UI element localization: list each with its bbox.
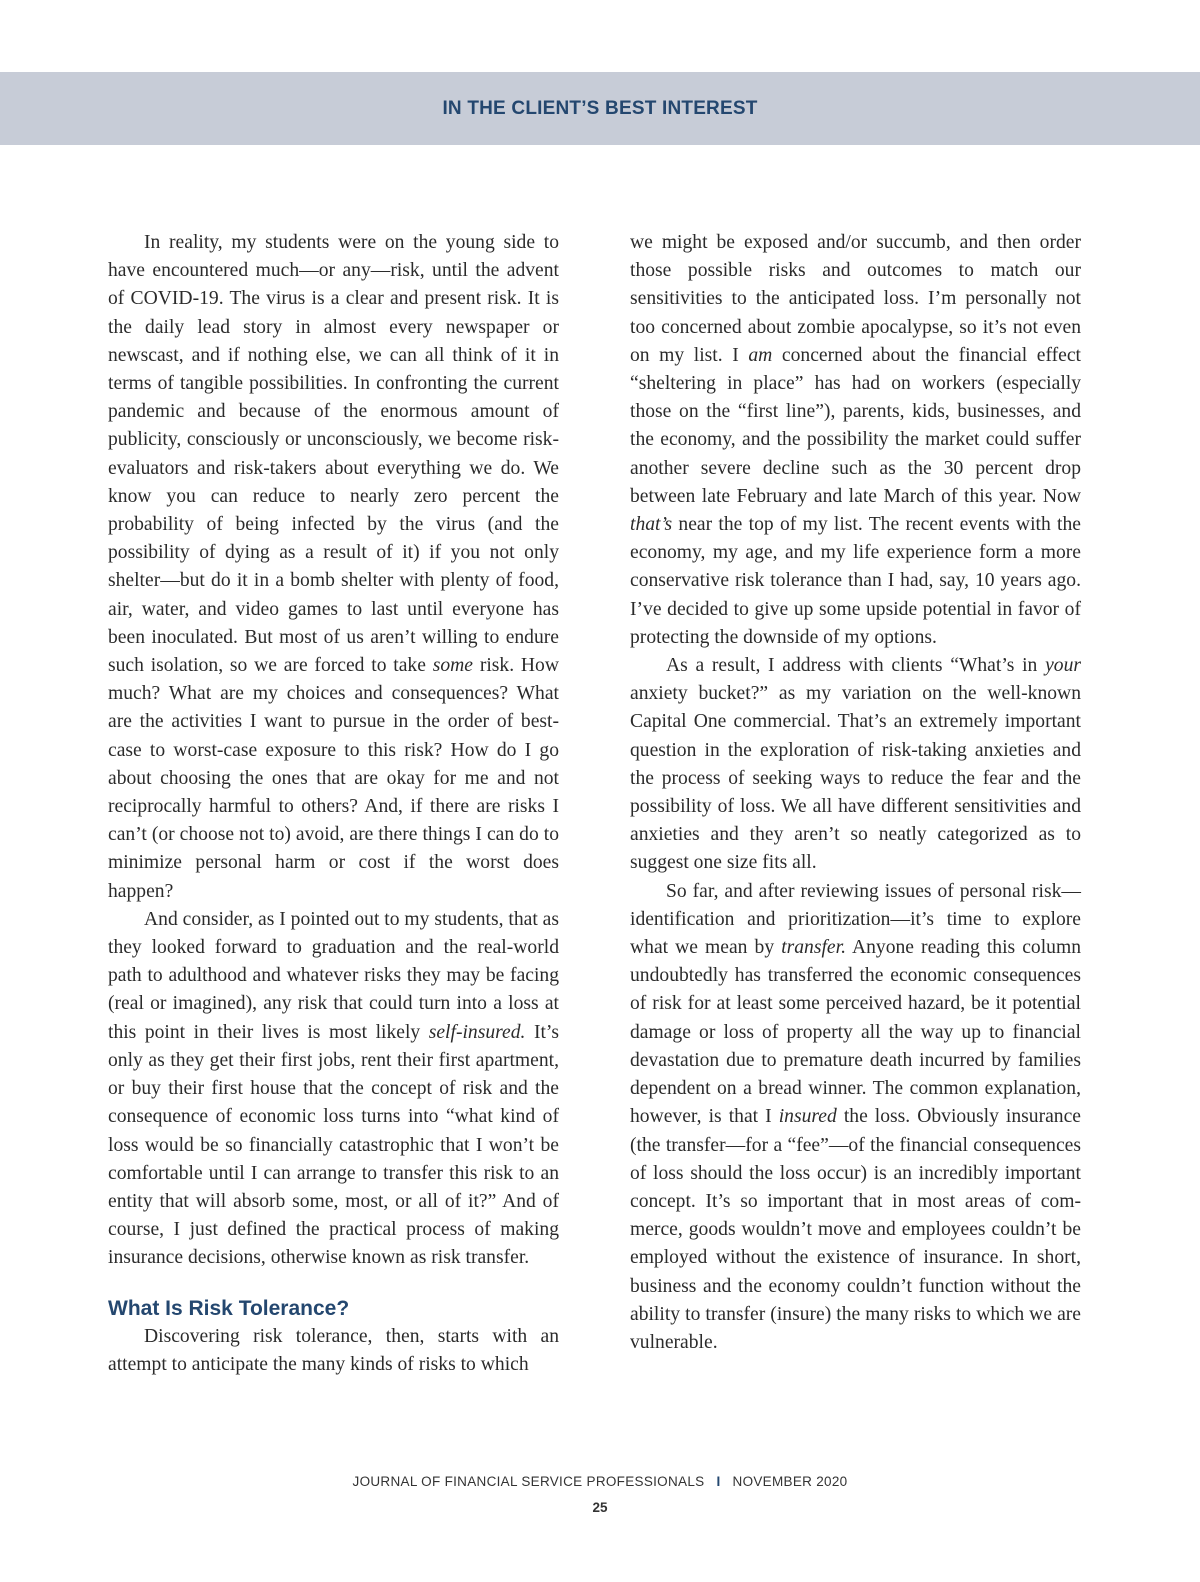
paragraph-text: near the top of my list. The recent events with the economy, my age, and my life experience form a more conservative risk tolerance than I had, say, 10 years ago. I’ve decided to give up some upside potential in favor of protecting the downside of my options. [630,514,1081,648]
footer-separator: I [716,1474,721,1489]
issue-date: NOVEMBER 2020 [732,1474,848,1489]
paragraph [630,878,1081,1357]
emphasis-text: some [432,655,474,677]
paragraph-text: So far, and after reviewing issues of personal risk—identification and prioritization—it’s time to explore what we mean by [630,880,1081,959]
emphasis-text: insured [778,1106,837,1128]
paragraph [630,652,1081,878]
paragraph-text: we might be exposed and/or succumb, and then order those possible risks and outcomes to match our sensitivities to the anticipated loss. I’m personally not too concerned about zombie apocalypse, so it’s not even on my list. I [630,232,1081,366]
paragraph [108,906,559,1273]
paragraph-text: In reality, my students were on the young side to have encountered much—or any—risk, until the advent of COVID-19. The virus is a clear and present risk. It is the daily lead story in almost every newspaper or newscast, and if nothing else, we can all think of it in terms of tangible possibilities. In confronting the current pandemic and because of the enormous amount of publicity, consciously or unconsciously, we become risk-evaluators and risk-takers about everything we do. We know you can reduce to nearly zero percent the probability of being infected by the virus (and the possibility of dying as a result of it) if you not only shelter—but do it in a bomb shelter with plenty of food, air, water, and video games to last until everyone has been inoculated. But most of us aren’t willing to endure such isolation, so we are forced to take [108,232,559,677]
right-column [630,229,1081,1357]
page-number: 25 [592,1500,608,1515]
emphasis-text: am [748,344,773,366]
paragraph-text: Anyone reading this column undoubtedly has transferred the economic consequences of risk for at least some perceived hazard, be it potential damage or loss of property all the way up to financial devastation due to premature death incurred by families dependent on a bread winner. The common explanation, however, is that I [630,937,1081,1128]
footer-journal-line [0,1474,1200,1489]
section-title: IN THE CLIENT’S BEST INTEREST [442,97,758,119]
left-column [108,229,559,1379]
paragraph-text: the loss. Obviously insurance (the transfer—for a “fee”—of the financial consequences of loss should the loss occur) is an incredibly important concept. It’s so important that in most areas of commerce, goods wouldn’t move and employees couldn’t be employed without the existence of insurance. In short, business and the economy couldn’t function without the ability to transfer (insure) the many risks to which we are vulnerable. [630,1106,1081,1353]
section-header-band [0,72,1200,145]
emphasis-text: your [1045,655,1081,677]
journal-name: JOURNAL OF FINANCIAL SERVICE PROFESSIONALS [352,1474,705,1489]
paragraph-text: As a result, I address with clients “What’s in [666,655,1038,677]
paragraph-text: It’s only as they get their first jobs, rent their first apartment, or buy their first house that the concept of risk and the consequence of economic loss turns into “what kind of loss would be so financially catastrophic that I won’t be comfortable until I can arrange to transfer this risk to an entity that will absorb some, most, or all of it?” And of course, I just defined the practical process of making insurance decisions, otherwise known as risk transfer. [108,1021,559,1269]
paragraph-text: And consider, as I pointed out to my students, that as they looked forward to graduation and the real-world path to adulthood and whatever risks they may be facing (real or imagined), any risk that could turn into a loss at this point in their lives is most likely [108,908,559,1043]
subheading: What Is Risk Tolerance? [108,1296,350,1320]
paragraph-text: Discovering risk tolerance, then, starts with an attempt to anticipate the many kinds of risks to which [108,1325,559,1375]
paragraph-text: risk. How much? What are my choices and consequences? What are the activities I want to pursue in the order of best-case to worst-case exposure to this risk? How do I go about choosing the ones that are okay for me and not reciprocally harmful to others? And, if there are risks I can’t (or choose not to) avoid, are there things I can do to minimize personal harm or cost if the worst does happen? [108,655,559,902]
emphasis-text: self-insured. [428,1021,526,1043]
paragraph [630,229,1081,652]
emphasis-text: transfer. [781,937,846,959]
emphasis-text: that’s [630,514,673,536]
paragraph-text: concerned about the financial effect “sheltering in place” has had on workers (especially those on the “first line”), parents, kids, businesses, and the economy, and the possibility the market could suffer another severe decline such as the 30 percent drop between late February and late March of this year. Now [630,344,1081,507]
paragraph [108,229,559,906]
paragraph-text: anxiety bucket?” as my variation on the well-known Capital One commercial. That’s an extremely important question in the exploration of risk-taking anxieties and the process of seeking ways to reduce the fear and the possibility of loss. We all have different sensitivities and anxieties and they aren’t so neatly categorized as to suggest one size fits all. [630,683,1081,874]
paragraph [108,1323,559,1379]
